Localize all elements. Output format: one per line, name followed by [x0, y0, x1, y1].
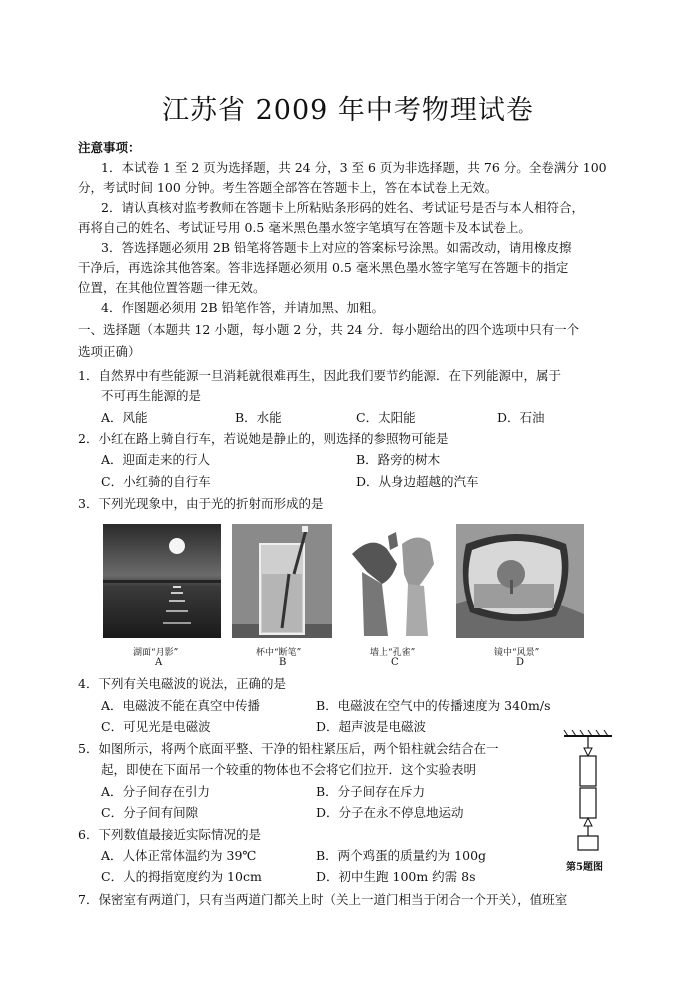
notice-line: 3．答选择题必须用 2B 铅笔将答题卡上对应的答案标号涂黑。如需改动，请用橡皮擦	[101, 240, 572, 255]
option-b: B．分子间存在斥力	[316, 784, 426, 799]
notice-line: 位置，在其他位置答题一律无效。	[78, 280, 266, 295]
question-1-stem: 不可再生能源的是	[101, 388, 202, 403]
lead-cylinder-diagram	[558, 728, 618, 858]
option-d: D．从身边超越的汽车	[356, 474, 479, 489]
option-d: D．初中生跑 100m 约需 8s	[316, 869, 476, 884]
glass-pencil-photo	[232, 524, 332, 638]
question-1-stem: 1．自然界中有些能源一旦消耗就很难再生，因此我们要节约能源．在下列能源中，属于	[78, 368, 561, 383]
option-c: C．分子间有间隙	[101, 805, 199, 820]
option-c: C．小红骑的自行车	[101, 474, 211, 489]
question-6-stem: 6．下列数值最接近实际情况的是	[78, 827, 261, 842]
figure-letter: B	[279, 657, 287, 668]
question-2-stem: 2．小红在路上骑自行车，若说她是静止的，则选择的参照物可能是	[78, 431, 449, 446]
option-a: A．人体正常体温约为 39℃	[101, 848, 257, 863]
option-a: A．电磁波不能在真空中传播	[101, 698, 261, 713]
figure-letter: D	[516, 657, 525, 668]
figure-caption: 第5题图	[566, 862, 603, 873]
option-b: B．路旁的树木	[356, 452, 441, 467]
page-title: 江苏省 2009 年中考物理试卷	[162, 95, 534, 126]
figure-caption: 杯中“断笔”	[256, 648, 302, 658]
question-5-stem: 起，即使在下面吊一个较重的物体也不会将它们拉开．这个实验表明	[101, 762, 477, 777]
notice-line: 4．作图题必须用 2B 铅笔作答，并请加黑、加粗。	[101, 300, 385, 315]
option-d: D．分子在永不停息地运动	[316, 805, 464, 820]
figure-caption: 湖面“月影”	[133, 648, 179, 658]
option-d: D．石油	[497, 410, 545, 425]
option-b: B．电磁波在空气中的传播速度为 340m/s	[316, 698, 551, 713]
notice-heading: 注意事项：	[78, 140, 141, 155]
figure-caption: 墙上“孔雀”	[370, 648, 416, 658]
notice-line: 再将自己的姓名、考试证号用 0.5 毫米黑色墨水签字笔填写在答题卡及本试卷上。	[78, 220, 531, 235]
option-b: B．水能	[235, 410, 282, 425]
option-a: A．分子间存在引力	[101, 784, 211, 799]
option-d: D．超声波是电磁波	[316, 719, 427, 734]
notice-line: 干净后，再选涂其他答案。答非选择题必须用 0.5 毫米黑色墨水签字笔写在答题卡的指定	[78, 260, 569, 275]
figure-caption: 镜中“风景”	[494, 648, 540, 658]
notice-line: 2．请认真核对监考教师在答题卡上所粘贴条形码的姓名、考试证号是否与本人相符合，	[101, 200, 584, 215]
option-a: A．风能	[101, 410, 148, 425]
figure-letter: A	[155, 657, 163, 668]
option-c: C．太阳能	[356, 410, 416, 425]
option-c: C．可见光是电磁波	[101, 719, 211, 734]
question-3-stem: 3．下列光现象中，由于光的折射而形成的是	[78, 496, 324, 511]
notice-line: 分，考试时间 100 分钟。考生答题全部答在答题卡上，答在本试卷上无效。	[78, 180, 498, 195]
car-mirror-photo	[456, 524, 584, 638]
section-heading: 一、选择题（本题共 12 小题，每小题 2 分，共 24 分．每小题给出的四个选项中只有一个	[78, 322, 580, 337]
lake-moon-photo	[103, 524, 221, 638]
option-a: A．迎面走来的行人	[101, 452, 211, 467]
question-4-stem: 4．下列有关电磁波的说法，正确的是	[78, 676, 286, 691]
section-heading: 选项正确）	[78, 344, 141, 359]
notice-line: 1．本试卷 1 至 2 页为选择题，共 24 分，3 至 6 页为非选择题，共 76 分。全卷满分 100	[101, 160, 607, 175]
hand-shadow-photo	[342, 524, 446, 638]
option-c: C．人的拇指宽度约为 10cm	[101, 869, 262, 884]
figure-letter: C	[391, 657, 399, 668]
option-b: B．两个鸡蛋的质量约为 100g	[316, 848, 487, 863]
question-7-stem: 7．保密室有两道门，只有当两道门都关上时（关上一道门相当于闭合一个开关），值班室	[78, 892, 568, 907]
question-5-stem: 5．如图所示，将两个底面平整、干净的铅柱紧压后，两个铅柱就会结合在一	[78, 741, 499, 756]
